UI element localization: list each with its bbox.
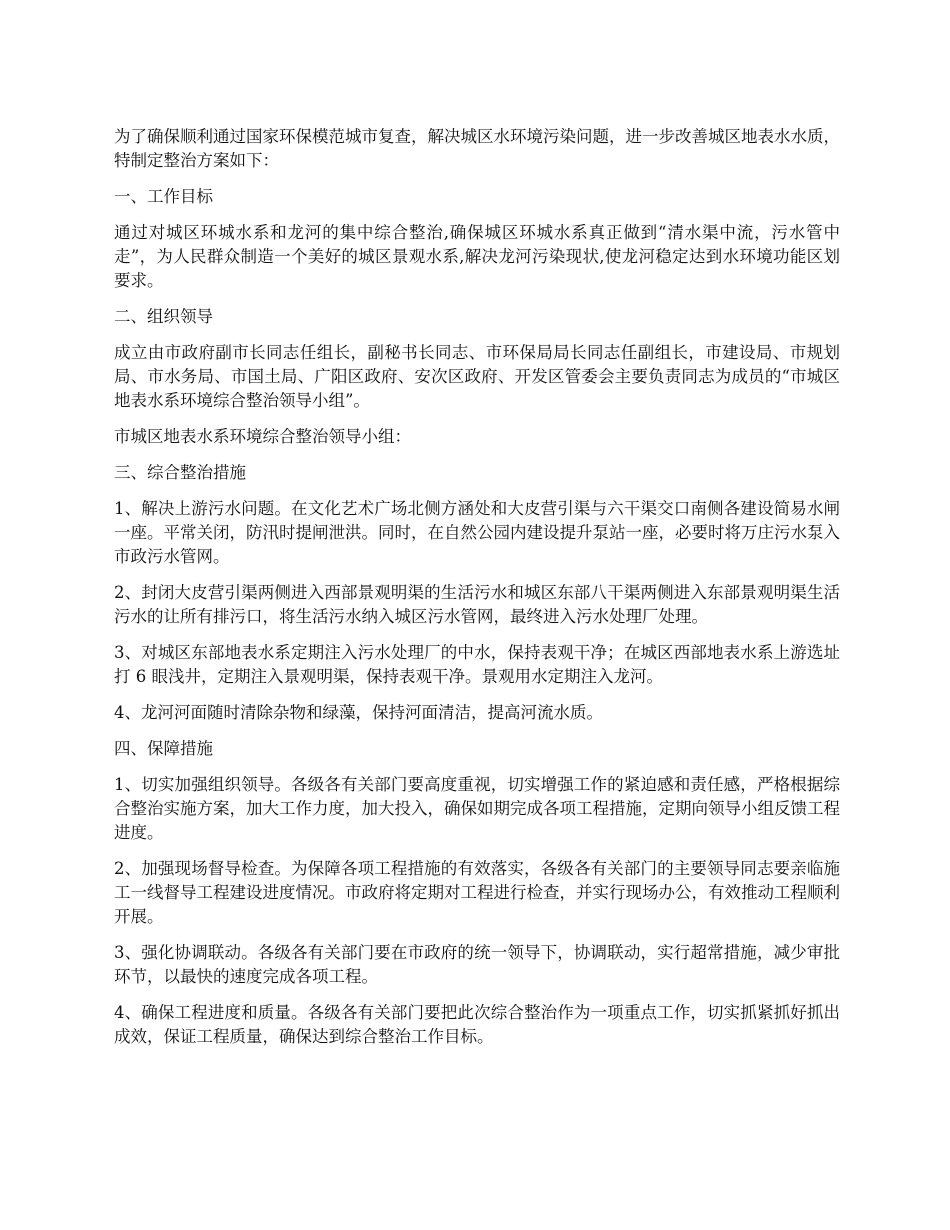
section-heading-leadership: 二、组织领导 [114,307,213,326]
section-heading-goals: 一、工作目标 [114,187,213,206]
measure-item-2: 2、封闭大皮营引渠两侧进入西部景观明渠的生活污水和城区东部八干渠两侧进入东部景观明渠生活污水的让所有排污口，将生活污水纳入城区污水管网，最终进入污水处理厂处理。 [114,583,840,626]
safeguard-item-3: 3、强化协调联动。各级各有关部门要在市政府的统一领导下，协调联动，实行超常措施，减少审批环节，以最快的速度完成各项工程。 [114,943,840,986]
leadership-group-label: 市城区地表水系环境综合整治领导小组： [114,427,411,446]
measure-item-4: 4、龙河河面随时清除杂物和绿藻，保持河面清洁，提高河流水质。 [114,703,603,722]
intro-paragraph: 为了确保顺利通过国家环保模范城市复查，解决城区水环境污染问题，进一步改善城区地表水水质，特制定整治方案如下： [114,127,840,170]
section-heading-safeguards: 四、保障措施 [114,739,213,758]
leadership-paragraph: 成立由市政府副市长同志任组长，副秘书长同志、市环保局局长同志任副组长，市建设局、市规划局、市水务局、市国土局、广阳区政府、安次区政府、开发区管委会主要负责同志为成员的“市城区地表水系环境综合整治领导小组”。 [114,343,840,410]
measure-item-1: 1、解决上游污水问题。在文化艺术广场北侧方涵处和大皮营引渠与六干渠交口南侧各建设简易水闸一座。平常关闭，防汛时提闸泄洪。同时，在自然公园内建设提升泵站一座，必要时将万庄污水泵入市政污水管网。 [114,499,840,566]
safeguard-item-2: 2、加强现场督导检查。为保障各项工程措施的有效落实，各级各有关部门的主要领导同志要亲临施工一线督导工程建设进度情况。市政府将定期对工程进行检查，并实行现场办公，有效推动工程顺利开展。 [114,859,840,926]
measure-item-3: 3、对城区东部地表水系定期注入污水处理厂的中水，保持表观干净；在城区西部地表水系上游选址打 6 眼浅井，定期注入景观明渠，保持表观干净。景观用水定期注入龙河。 [114,643,840,686]
safeguard-item-4: 4、确保工程进度和质量。各级各有关部门要把此次综合整治作为一项重点工作，切实抓紧抓好抓出成效，保证工程质量，确保达到综合整治工作目标。 [114,1003,840,1046]
document-body [114,125,840,1061]
section-heading-measures: 三、综合整治措施 [114,463,246,482]
safeguard-item-1: 1、切实加强组织领导。各级各有关部门要高度重视，切实增强工作的紧迫感和责任感，严格根据综合整治实施方案，加大工作力度，加大投入，确保如期完成各项工程措施，定期向领导小组反馈工程进度。 [114,775,840,842]
goals-paragraph: 通过对城区环城水系和龙河的集中综合整治,确保城区环城水系真正做到“清水渠中流，污水管中走”，为人民群众制造一个美好的城区景观水系,解决龙河污染现状,使龙河稳定达到水环境功能区划要求。 [114,223,840,290]
